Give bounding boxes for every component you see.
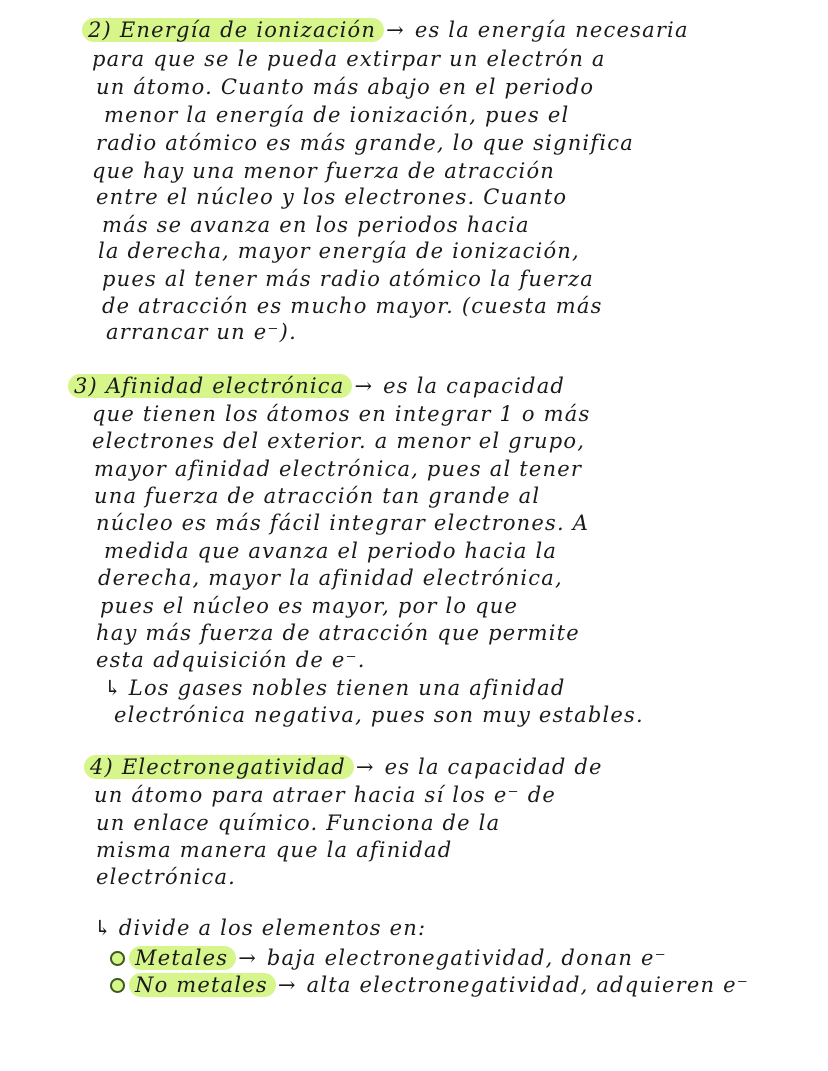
text-line: hay más fuerza de atracción que permite bbox=[96, 621, 580, 645]
bullet-item-metales: Metales → baja electronegatividad, donan e⁻ bbox=[110, 944, 667, 972]
text-line: pues al tener más radio atómico la fuerza bbox=[102, 267, 594, 291]
arrow-icon: → bbox=[277, 973, 297, 997]
sub-arrow-icon: ↳ bbox=[94, 916, 113, 940]
text-line: la derecha, mayor energía de ionización, bbox=[98, 239, 580, 263]
highlight-term: Metales bbox=[129, 946, 236, 970]
section-2-heading: 2) Energía de ionización → es la energía necesaria bbox=[82, 16, 689, 44]
bullet-circle-icon bbox=[110, 951, 125, 966]
text-line: que hay una menor fuerza de atracción bbox=[92, 159, 556, 183]
text-line: electrónica. bbox=[96, 865, 237, 889]
text-line: misma manera que la afinidad bbox=[96, 838, 453, 862]
text-line: de atracción es mucho mayor. (cuesta más bbox=[102, 294, 603, 318]
text-line: entre el núcleo y los electrones. Cuanto bbox=[96, 185, 568, 209]
arrow-icon: → bbox=[355, 755, 375, 779]
text-line: menor la energía de ionización, pues el bbox=[104, 103, 570, 127]
text-line: un átomo para atraer hacia sí los e⁻ de bbox=[94, 783, 556, 807]
text-line: radio atómico es más grande, lo que significa bbox=[96, 131, 634, 155]
arrow-icon: → bbox=[386, 18, 405, 42]
bullet-circle-icon bbox=[110, 978, 125, 993]
text-line: una fuerza de atracción tan grande al bbox=[94, 484, 541, 508]
section-3-heading: 3) Afinidad electrónica → es la capacidad bbox=[68, 372, 565, 400]
section-4-heading: 4) Electronegatividad → es la capacidad de bbox=[84, 753, 603, 781]
text-line: esta adquisición de e⁻. bbox=[96, 648, 366, 672]
text-line: para que se le pueda extirpar un electrón a bbox=[92, 47, 606, 71]
text-line: mayor afinidad electrónica, pues al tener bbox=[94, 457, 583, 481]
divide-line: ↳ divide a los elementos en: bbox=[94, 916, 427, 940]
text-line: arrancar un e⁻). bbox=[106, 320, 297, 344]
note-line: electrónica negativa, pues son muy estables. bbox=[114, 703, 644, 727]
highlight-term: 4) Electronegatividad bbox=[84, 755, 354, 779]
text-line: núcleo es más fácil integrar electrones. A bbox=[96, 511, 590, 535]
text-line: electrones del exterior. a menor el grupo, bbox=[92, 429, 586, 453]
arrow-icon: → bbox=[238, 946, 258, 970]
text-line: medida que avanza el periodo hacia la bbox=[104, 539, 558, 563]
text-line: un átomo. Cuanto más abajo en el periodo bbox=[96, 75, 595, 99]
arrow-icon: → bbox=[354, 374, 374, 398]
text-line: derecha, mayor la afinidad electrónica, bbox=[98, 566, 563, 590]
highlight-term: No metales bbox=[129, 973, 276, 997]
note-line: ↳ Los gases nobles tienen una afinidad bbox=[104, 676, 566, 700]
text-line: pues el núcleo es mayor, por lo que bbox=[100, 594, 519, 618]
highlight-term: 2) Energía de ionización bbox=[82, 18, 384, 42]
highlight-term: 3) Afinidad electrónica bbox=[68, 374, 352, 398]
text-line: que tienen los átomos en integrar 1 o más bbox=[92, 402, 591, 426]
bullet-item-no-metales: No metales → alta electronegatividad, adquieren e⁻ bbox=[110, 971, 749, 999]
text-line: más se avanza en los periodos hacia bbox=[102, 213, 530, 237]
text-line: un enlace químico. Funciona de la bbox=[96, 811, 501, 835]
sub-arrow-icon: ↳ bbox=[104, 676, 123, 700]
